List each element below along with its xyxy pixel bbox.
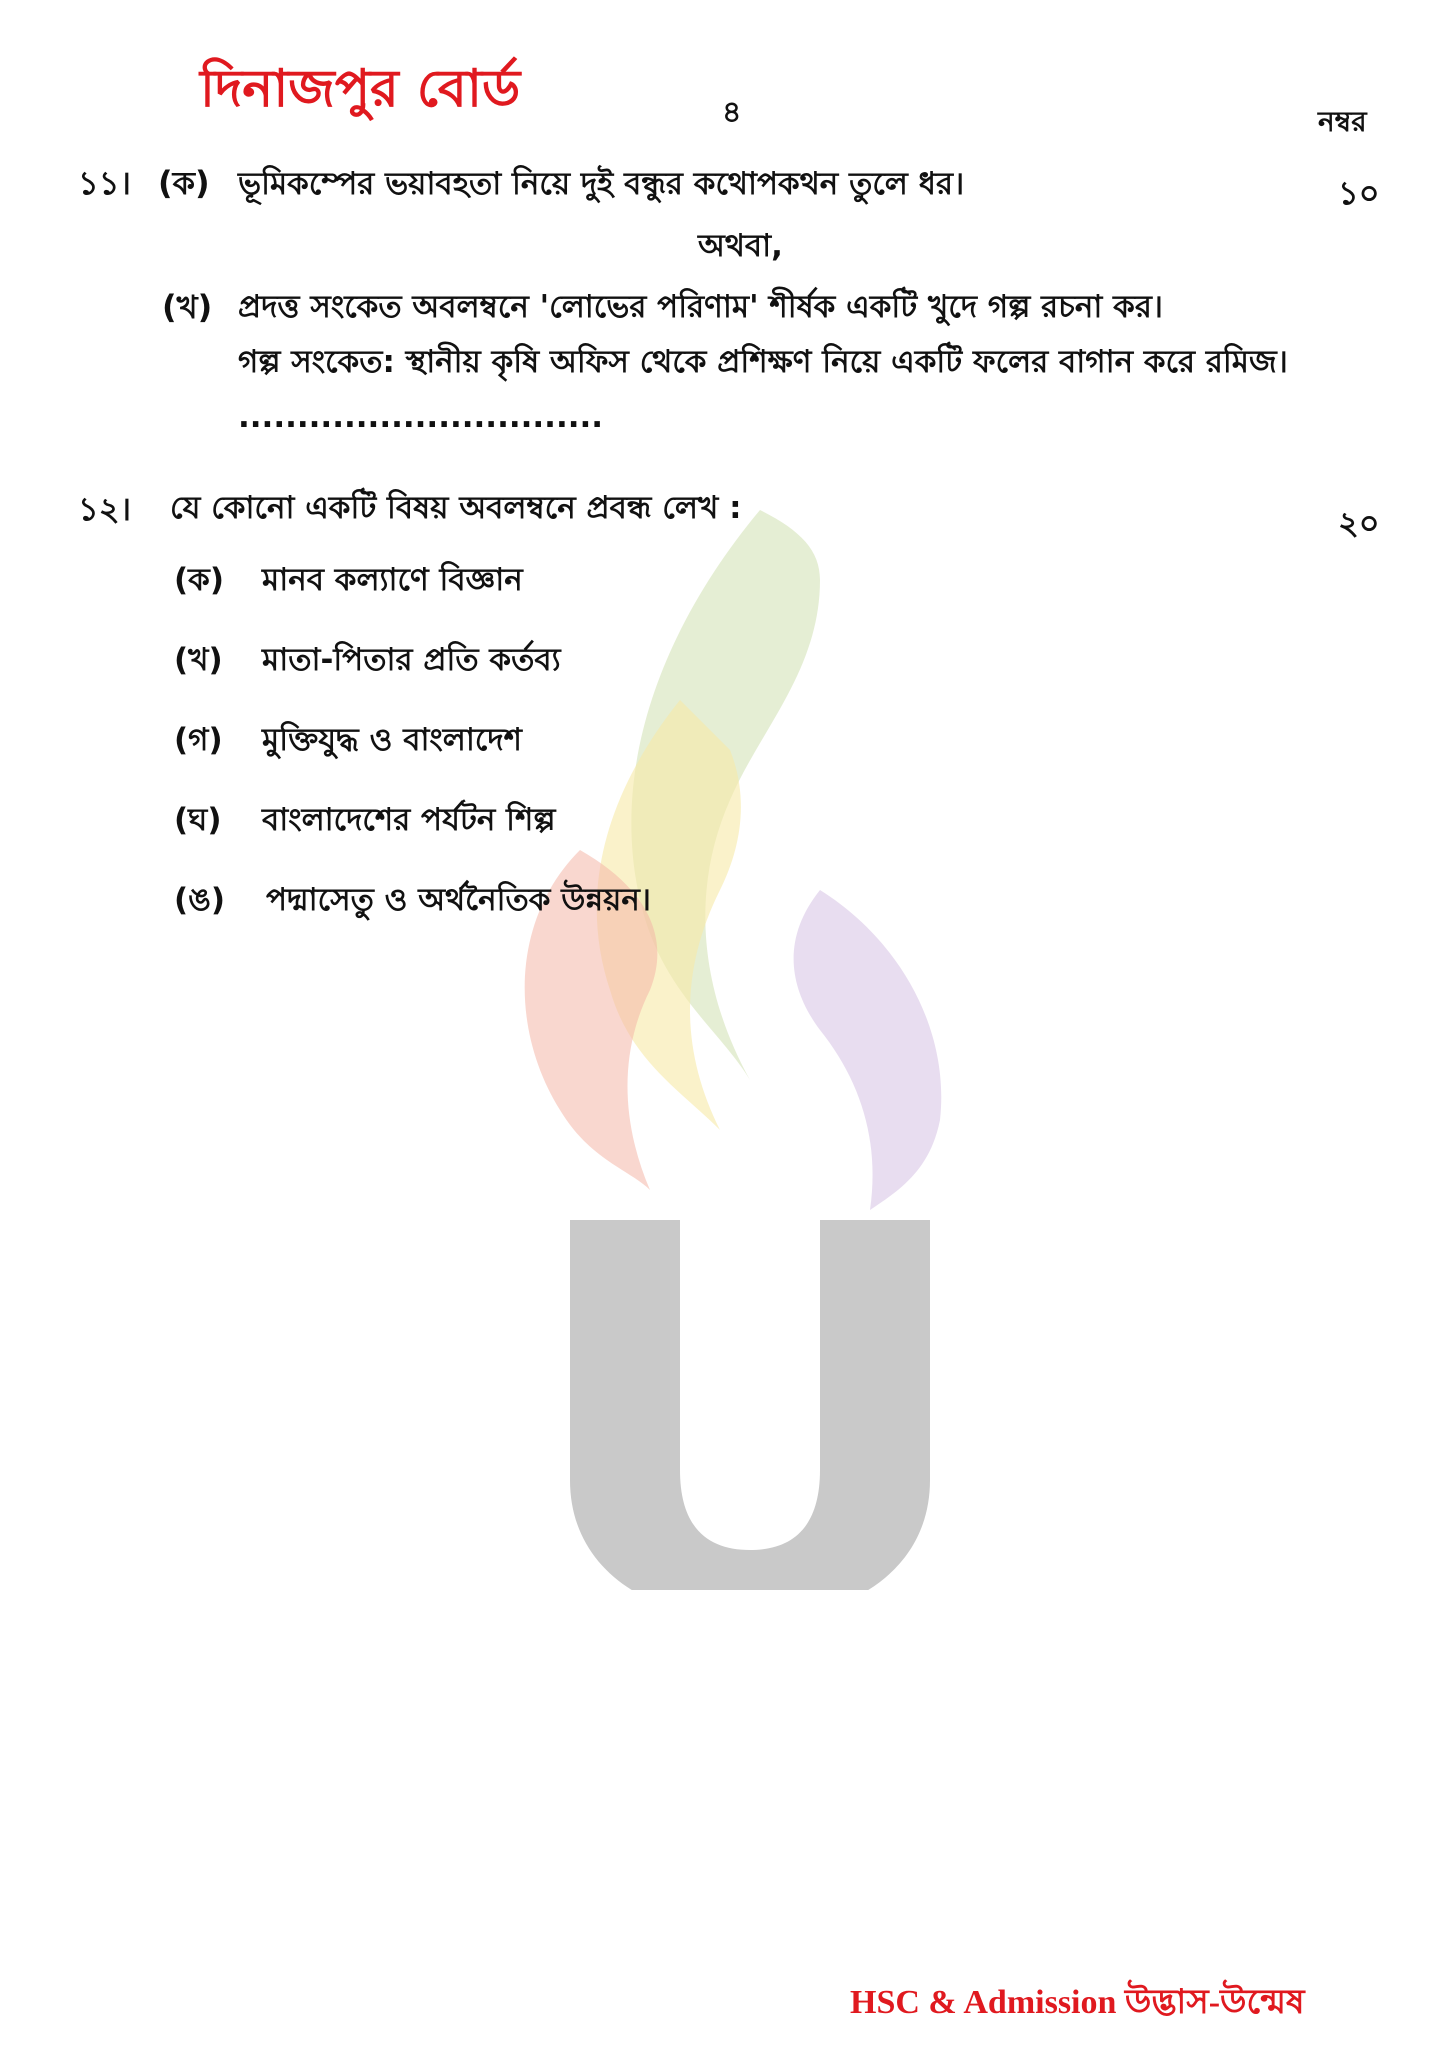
footer-brand: HSC & Admission উদ্ভাস-উন্মেষ [850,1984,1305,2021]
story-hint [238,335,1303,445]
marks-column-header: নম্বর [1318,105,1367,138]
page-number: ৪ [722,95,742,130]
question-11-number: ১১। [78,164,131,202]
question-12-number: ১২। [78,490,132,528]
option-label: (ক) [174,562,225,598]
or-separator: অথবা, [698,228,783,264]
option-label: (খ) [174,642,223,678]
udvash-logo-icon [520,470,980,1590]
question-11b-instruction: প্রদত্ত সংকেত অবলম্বনে 'লোভের পরিণাম' শীর্ষক একটি খুদে গল্প রচনা কর। [238,289,1164,325]
story-hint-text: স্থানীয় কৃষি অফিস থেকে প্রশিক্ষণ নিয়ে একটি ফলের বাগান করে রমিজ। ............................... [238,344,1288,435]
option-text: পদ্মাসেতু ও অর্থনৈতিক উন্নয়ন। [266,882,651,918]
option-label: (গ) [174,722,223,758]
question-12-marks: ২০ [1338,504,1380,542]
option-text: মানব কল্যাণে বিজ্ঞান [262,562,523,598]
question-11a-text: ভূমিকম্পের ভয়াবহতা নিয়ে দুই বন্ধুর কথোপকথন তুলে ধর। [238,166,965,202]
question-11-marks: ১০ [1338,174,1380,212]
option-text: মাতা-পিতার প্রতি কর্তব্য [262,642,561,678]
story-hint-label: গল্প সংকেত: [238,344,395,380]
option-label: (ঙ) [174,882,226,918]
question-11b-label: (খ) [162,288,213,326]
question-11a-label: (ক) [158,164,210,202]
option-label: (ঘ) [174,802,222,838]
question-12-text: যে কোনো একটি বিষয় অবলম্বনে প্রবন্ধ লেখ : [170,490,742,526]
board-title: দিনাজপুর বোর্ড [200,58,521,119]
option-text: মুক্তিযুদ্ধ ও বাংলাদেশ [262,722,522,758]
option-text: বাংলাদেশের পর্যটন শিল্প [262,802,556,838]
question-11b-body [238,280,1303,445]
